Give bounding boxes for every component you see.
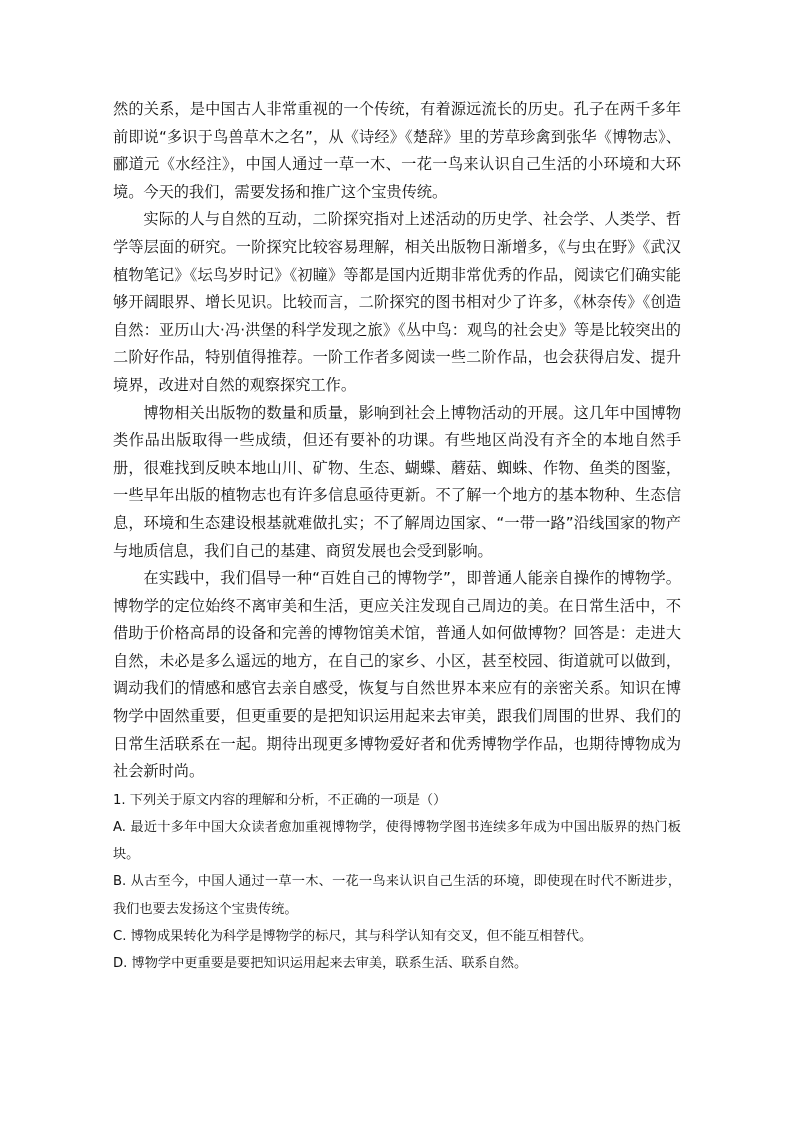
- passage-paragraph-2: 实际的人与自然的互动，二阶探究指对上述活动的历史学、社会学、人类学、哲学等层面的研究。一阶探究比较容易理解，相关出版物日渐增多，《与虫在野》《武汉植物笔记》《坛鸟岁时记》《初瞳》等都是国内近期非常优秀的作品，阅读它们确实能够开阔眼界、增长见识。比较而言，二阶探究的图书相对少了许多，《林奈传》《创造自然：亚历山大·冯·洪堡的科学发现之旅》《丛中鸟：观鸟的社会史》等是比较突出的二阶好作品，特别值得推荐。一阶工作者多阅读一些二阶作品，也会获得启发、提升境界，改进对自然的观察探究工作。: [113, 210, 681, 394]
- question-block: [113, 787, 681, 977]
- document-page: [113, 96, 681, 977]
- passage-paragraph-1: 然的关系，是中国古人非常重视的一个传统，有着源远流长的历史。孔子在两千多年前即说“多识于鸟兽草木之名”，从《诗经》《楚辞》里的芳草珍禽到张华《博物志》、郦道元《水经注》，中国人通过一草一木、一花一鸟来认识自己生活的小环境和大环境。今天的我们，需要发扬和推广这个宝贵传统。: [113, 100, 681, 201]
- question-stem: 1. 下列关于原文内容的理解和分析，不正确的一项是（）: [113, 792, 447, 808]
- passage-paragraph-3: 博物相关出版物的数量和质量，影响到社会上博物活动的开展。这几年中国博物类作品出版取得一些成绩，但还有要补的功课。有些地区尚没有齐全的本地自然手册，很难找到反映本地山川、矿物、生态、蝴蝶、蘑菇、蜘蛛、作物、鱼类的图鉴，一些早年出版的植物志也有许多信息亟待更新。不了解一个地方的基本物种、生态信息，环境和生态建设根基就难做扎实；不了解周边国家、“一带一路”沿线国家的物产与地质信息，我们自己的基建、商贸发展也会受到影响。: [113, 403, 681, 560]
- question-option-b: B. 从古至今，中国人通过一草一木、一花一鸟来认识自己生活的环境，即使现在时代不断进步，我们也要去发扬这个宝贵传统。: [113, 874, 681, 917]
- passage-paragraph-4: 在实践中，我们倡导一种“百姓自己的博物学”，即普通人能亲自操作的博物学。博物学的定位始终不离审美和生活，更应关注发现自己周边的美。在日常生活中，不借助于价格高昂的设备和完善的博物馆美术馆，普通人如何做博物？回答是：走进大自然，未必是多么遥远的地方，在自己的家乡、小区，甚至校园、街道就可以做到，调动我们的情感和感官去亲自感受，恢复与自然世界本来应有的亲密关系。知识在博物学中固然重要，但更重要的是把知识运用起来去审美，跟我们周围的世界、我们的日常生活联系在一起。期待出现更多博物爱好者和优秀博物学作品，也期待博物成为社会新时尚。: [113, 569, 681, 781]
- question-option-d: D. 博物学中更重要是要把知识运用起来去审美，联系生活、联系自然。: [113, 956, 528, 972]
- question-option-c: C. 博物成果转化为科学是博物学的标尺，其与科学认知有交叉，但不能互相替代。: [113, 928, 593, 944]
- question-option-a: A. 最近十多年中国大众读者愈加重视博物学，使得博物学图书连续多年成为中国出版界的热门板块。: [113, 820, 681, 863]
